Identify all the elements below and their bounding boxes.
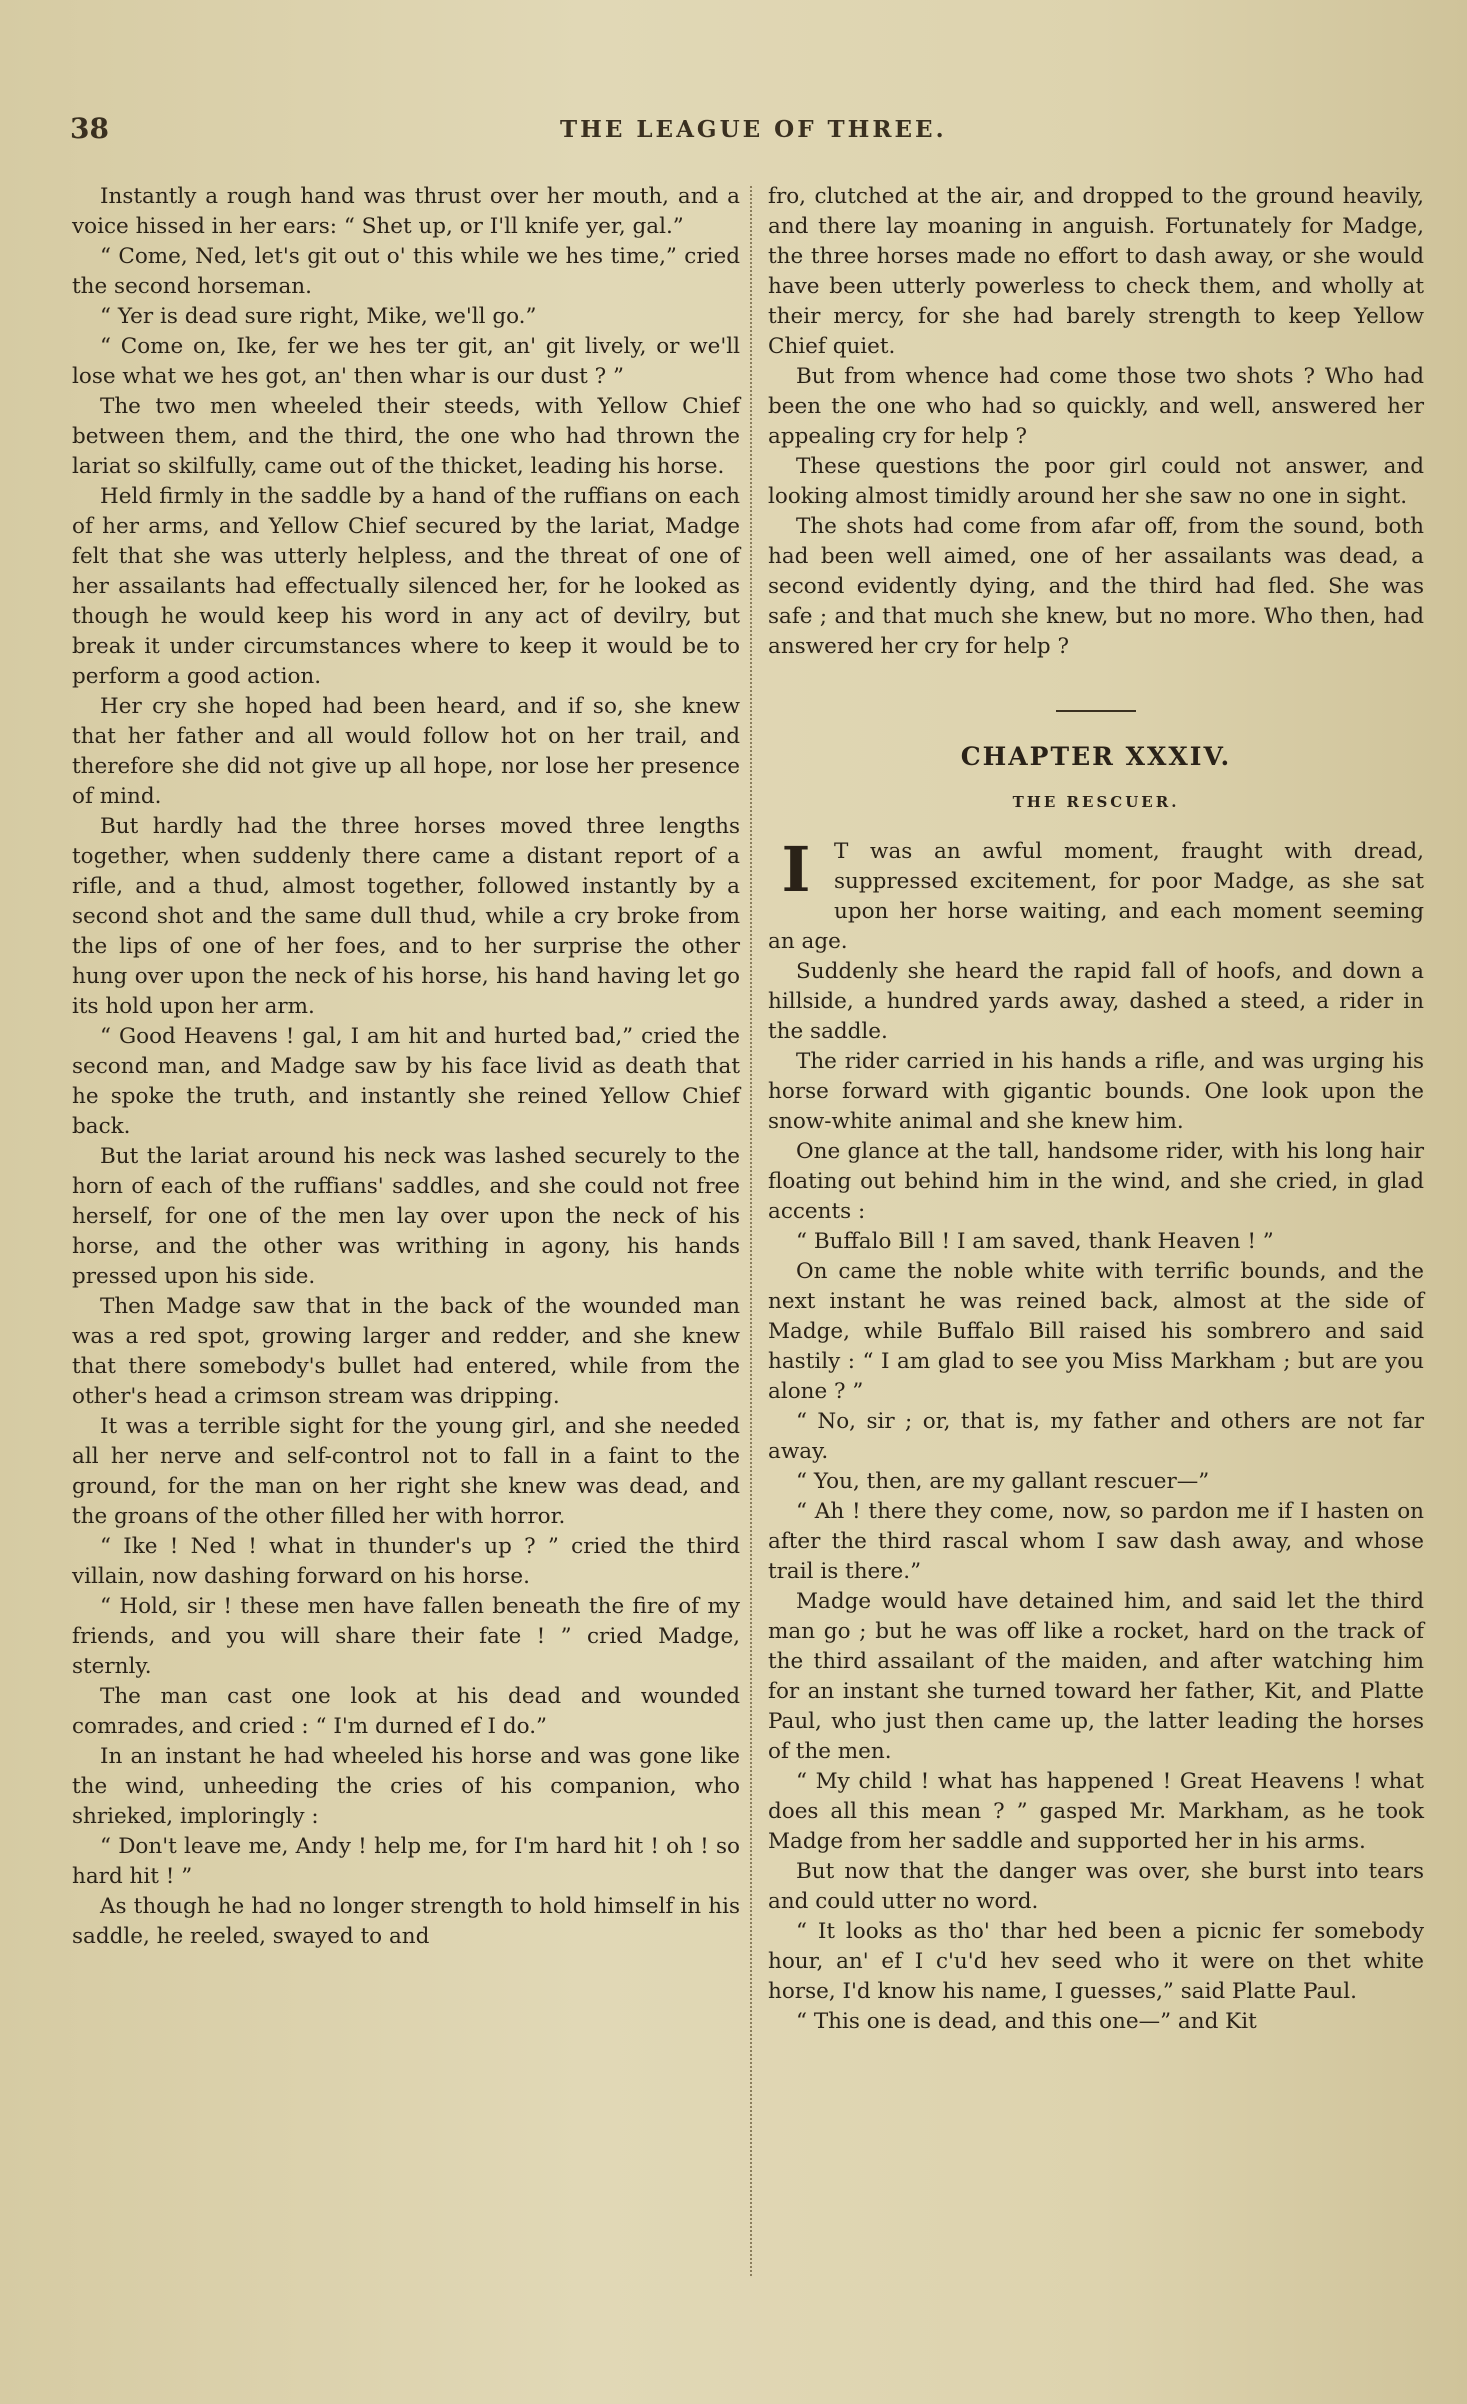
paragraph: “ Hold, sir ! these men have fallen beneath the fire of my friends, and you will share their fate ! ” cried Madge, sternly. xyxy=(72,1594,740,1679)
paragraph: “ Yer is dead sure right, Mike, we'll go.” xyxy=(100,304,537,329)
paragraph: “ Good Heavens ! gal, I am hit and hurted bad,” cried the second man, and Madge saw by his face livid as death that he spoke the truth, and instantly she reined Yellow Chief back. xyxy=(72,1024,740,1139)
paragraph: “ Come on, Ike, fer we hes ter git, an' git lively, or we'll lose what we hes got, an' then whar is our dust ? ” xyxy=(72,334,740,389)
paragraph: Then Madge saw that in the back of the wounded man was a red spot, growing larger and redder, and she knew that there somebody's bullet had entered, while from the other's head a crimson stream was dripping. xyxy=(72,1294,740,1409)
right-column xyxy=(768,182,1424,2037)
paragraph: As though he had no longer strength to hold himself in his saddle, he reeled, swayed to and xyxy=(72,1894,740,1949)
left-column xyxy=(72,182,740,1952)
page-header xyxy=(0,112,1467,156)
paragraph: T was an awful moment, fraught with dread, suppressed excitement, for poor Madge, as she sat upon her horse waiting, and each moment seeming an age. xyxy=(768,839,1424,954)
paragraph: But hardly had the three horses moved three lengths together, when suddenly there came a distant report of a rifle, and a thud, almost together, followed instantly by a second shot and the same dull thud, while a cry broke from the lips of one of her foes, and to her surprise the other hung over upon the neck of his horse, his hand having let go its hold upon her arm. xyxy=(72,814,740,1019)
paragraph: One glance at the tall, handsome rider, with his long hair floating out behind him in the wind, and she cried, in glad accents : xyxy=(768,1139,1424,1224)
chapter-subtitle: THE RESCUER. xyxy=(1012,793,1180,811)
paragraph: On came the noble white with terrific bounds, and the next instant he was reined back, almost at the side of Madge, while Buffalo Bill raised his sombrero and said hastily : “ I am glad to see you Miss Markham ; but are you alone ? ” xyxy=(768,1259,1424,1404)
paragraph: The man cast one look at his dead and wounded comrades, and cried : “ I'm durned ef I do.” xyxy=(72,1684,740,1739)
paragraph: “ No, sir ; or, that is, my father and others are not far away. xyxy=(768,1409,1424,1464)
paragraph: Instantly a rough hand was thrust over her mouth, and a voice hissed in her ears: “ Shet up, or I'll knife yer, gal.” xyxy=(72,184,740,239)
paragraph: But from whence had come those two shots ? Who had been the one who had so quickly, and well, answered her appealing cry for help ? xyxy=(768,364,1424,449)
column-divider xyxy=(750,186,754,2276)
paragraph: But now that the danger was over, she burst into tears and could utter no word. xyxy=(768,1859,1424,1914)
paragraph: But the lariat around his neck was lashed securely to the horn of each of the ruffians' saddles, and she could not free herself, for one of the men lay over upon the neck of his horse, and the other was writhing in agony, his hands pressed upon his side. xyxy=(72,1144,740,1289)
section-rule xyxy=(1056,710,1136,712)
paragraph: fro, clutched at the air, and dropped to the ground heavily, and there lay moaning in anguish. Fortunately for Madge, the three horses made no effort to dash away, or she would have been utterly powerless to check them, and wholly at their mercy, for she had barely strength to keep Yellow Chief quiet. xyxy=(768,184,1424,359)
paragraph: It was a terrible sight for the young girl, and she needed all her nerve and self-control not to fall in a faint to the ground, for the man on her right she knew was dead, and the groans of the other filled her with horror. xyxy=(72,1414,740,1529)
paragraph: “ Don't leave me, Andy ! help me, for I'm hard hit ! oh ! so hard hit ! ” xyxy=(72,1834,740,1889)
paragraph: The two men wheeled their steeds, with Yellow Chief between them, and the third, the one who had thrown the lariat so skilfully, came out of the thicket, leading his horse. xyxy=(72,394,740,479)
paragraph: “ This one is dead, and this one—” and Kit xyxy=(796,2009,1257,2034)
paragraph: Held firmly in the saddle by a hand of the ruffians on each of her arms, and Yellow Chief secured by the lariat, Madge felt that she was utterly helpless, and the threat of one of her assailants had effectually silenced her, for he looked as though he would keep his word in any act of devilry, but break it under circumstances where to keep it would be to perform a good action. xyxy=(72,484,740,689)
paragraph: These questions the poor girl could not answer, and looking almost timidly around her she saw no one in sight. xyxy=(768,454,1424,509)
paragraph: Madge would have detained him, and said let the third man go ; but he was off like a rocket, hard on the track of the third assailant of the maiden, and after watching him for an instant she turned toward her father, Kit, and Platte Paul, who just then came up, the latter leading the horses of the men. xyxy=(768,1589,1424,1764)
paragraph: “ My child ! what has happened ! Great Heavens ! what does all this mean ? ” gasped Mr. Markham, as he took Madge from her saddle and supported her in his arms. xyxy=(768,1769,1424,1854)
paragraph: Her cry she hoped had been heard, and if so, she knew that her father and all would follow hot on her trail, and therefore she did not give up all hope, nor lose her presence of mind. xyxy=(72,694,740,809)
paragraph: The rider carried in his hands a rifle, and was urging his horse forward with gigantic bounds. One look upon the snow-white animal and she knew him. xyxy=(768,1049,1424,1134)
paragraph: “ Buffalo Bill ! I am saved, thank Heaven ! ” xyxy=(796,1229,1274,1254)
paragraph: Suddenly she heard the rapid fall of hoofs, and down a hillside, a hundred yards away, dashed a steed, a rider in the saddle. xyxy=(768,959,1424,1044)
page-number: 38 xyxy=(70,112,109,145)
running-title: THE LEAGUE OF THREE. xyxy=(560,116,947,143)
paragraph: “ It looks as tho' thar hed been a picnic fer somebody hour, an' ef I c'u'd hev seed who it were on thet white horse, I'd know his name, I guesses,” said Platte Paul. xyxy=(768,1919,1424,2004)
paragraph: “ Ike ! Ned ! what in thunder's up ? ” cried the third villain, now dashing forward on his horse. xyxy=(72,1534,740,1589)
chapter-title: CHAPTER XXXIV. xyxy=(960,742,1232,771)
paragraph: In an instant he had wheeled his horse and was gone like the wind, unheeding the cries of his companion, who shrieked, imploringly : xyxy=(72,1744,740,1829)
drop-cap: I xyxy=(781,833,811,906)
paragraph: “ Ah ! there they come, now, so pardon me if I hasten on after the third rascal whom I saw dash away, and whose trail is there.” xyxy=(768,1499,1424,1584)
paragraph: The shots had come from afar off, from the sound, both had been well aimed, one of her assailants was dead, a second evidently dying, and the third had fled. She was safe ; and that much she knew, but no more. Who then, had answered her cry for help ? xyxy=(768,514,1424,659)
chapter-opening xyxy=(768,833,1424,957)
paragraph: “ You, then, are my gallant rescuer—” xyxy=(796,1469,1210,1494)
paragraph: “ Come, Ned, let's git out o' this while we hes time,” cried the second horseman. xyxy=(72,244,740,299)
